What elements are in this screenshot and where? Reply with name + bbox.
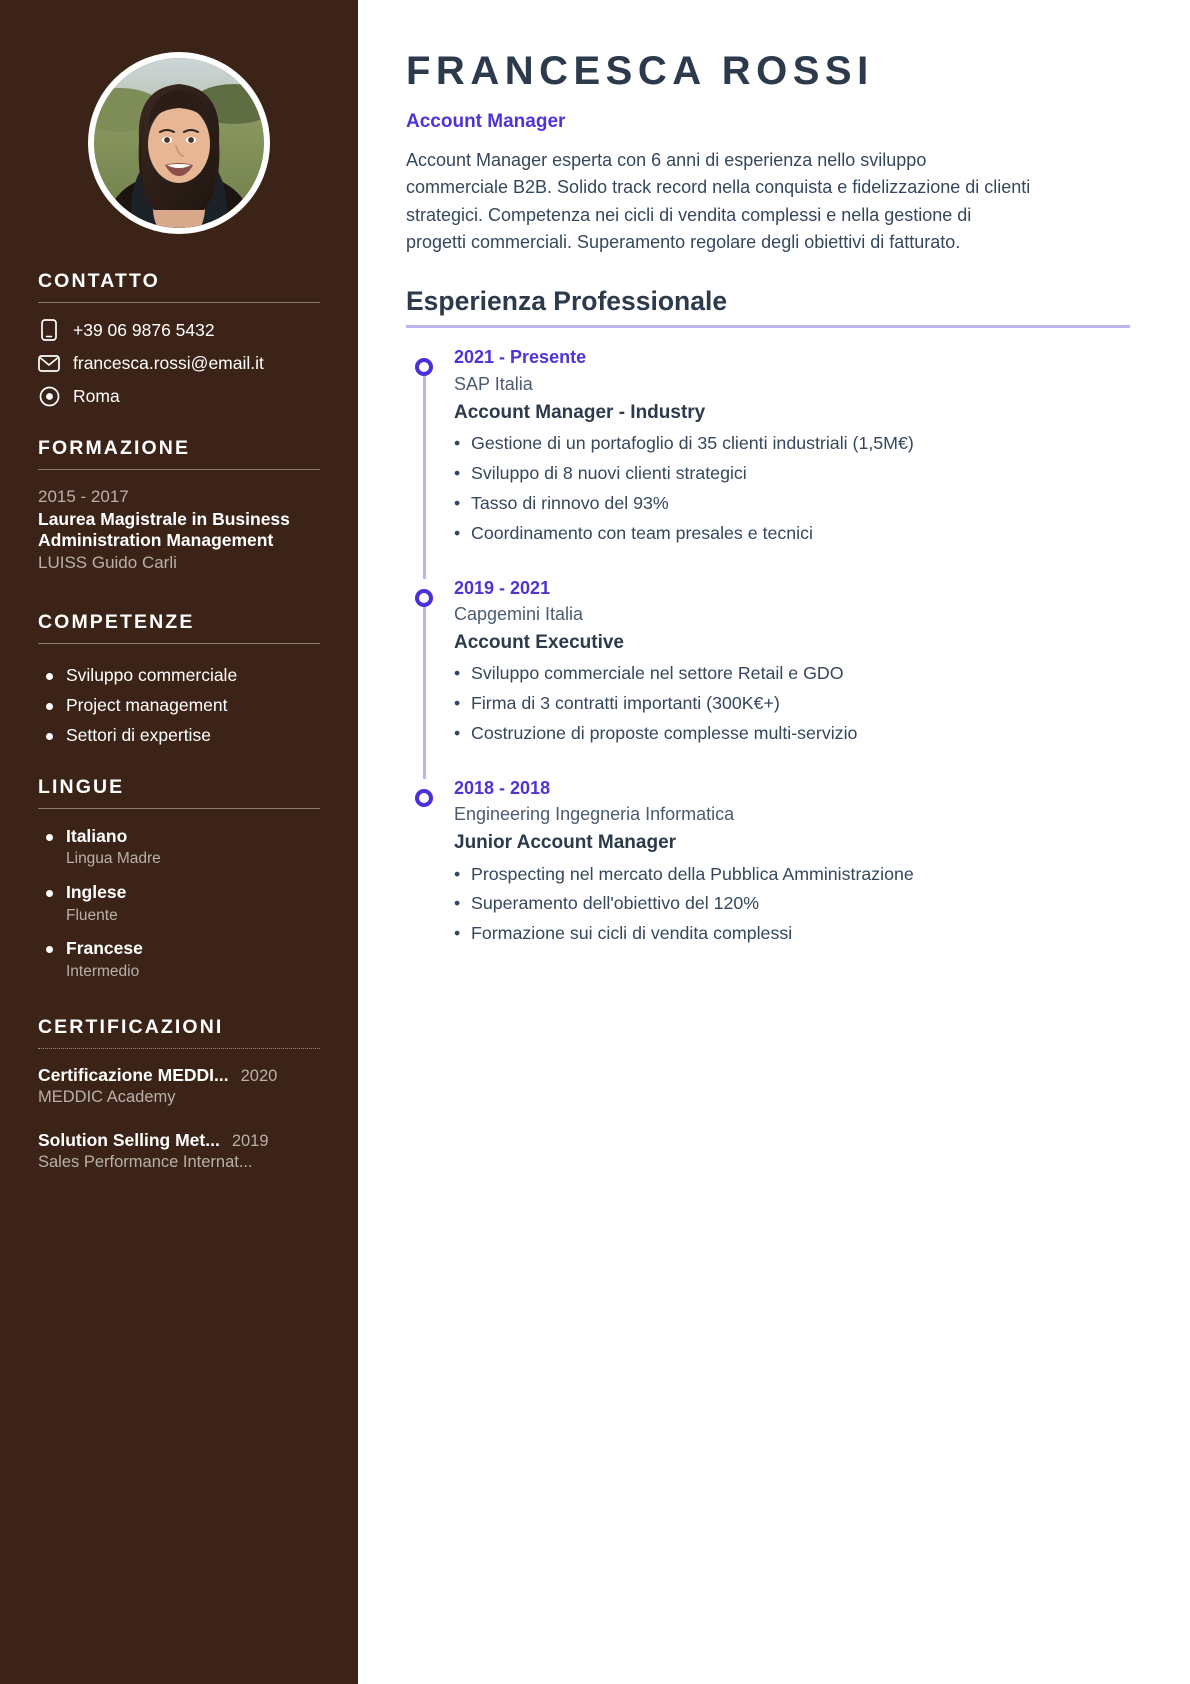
timeline-line [423, 597, 426, 779]
certification-header [38, 1065, 320, 1086]
job-title: Account Executive [454, 631, 624, 653]
skills-heading: COMPETENZE [38, 610, 195, 633]
languages-section [0, 776, 358, 983]
skills-divider [38, 643, 320, 644]
certifications-list [38, 1065, 320, 1175]
certification-year: 2019 [231, 1131, 269, 1150]
language-name: Inglese [66, 882, 127, 903]
list-item: Sviluppo commerciale [38, 660, 320, 690]
page-title: FRANCESCA ROSSI [406, 49, 874, 93]
language-level: Lingua Madre [66, 850, 161, 868]
job-title: Account Manager - Industry [454, 401, 706, 423]
language-level: Intermedio [66, 963, 140, 981]
job-bullets [454, 860, 1130, 950]
list-item [38, 1065, 320, 1110]
contact-list [38, 319, 320, 407]
education-school: LUISS Guido Carli [38, 552, 177, 572]
contact-section [0, 270, 358, 407]
experience-divider [406, 325, 1130, 328]
list-item: Settori di expertise [38, 720, 320, 750]
education-date: 2015 - 2017 [38, 487, 129, 506]
sidebar [0, 0, 358, 1684]
email-value: francesca.rossi@email.it [73, 352, 264, 373]
certifications-section [0, 1016, 358, 1175]
experience-timeline [406, 344, 1130, 949]
language-name: Italiano [66, 825, 128, 846]
experience-item [406, 575, 1130, 775]
list-item [38, 825, 320, 870]
certification-org: Sales Performance Internat... [38, 1152, 253, 1171]
language-name: Francese [66, 938, 143, 959]
skills-section [0, 611, 358, 750]
job-role-subtitle: Account Manager [406, 111, 566, 132]
email-icon [38, 352, 60, 374]
experience-item [406, 344, 1130, 574]
list-item [38, 1130, 320, 1175]
timeline-line [423, 366, 426, 578]
certification-year: 2020 [240, 1066, 278, 1085]
list-item: • Formazione sui cicli di vendita complessi [454, 919, 1130, 949]
certifications-divider [38, 1048, 320, 1049]
contact-item-location[interactable] [38, 385, 320, 407]
location-icon [38, 385, 60, 407]
location-value: Roma [73, 385, 120, 406]
education-item [38, 486, 320, 575]
list-item [38, 937, 320, 982]
list-item: • Sviluppo di 8 nuovi clienti strategici [454, 459, 1130, 489]
languages-list [38, 825, 320, 983]
education-section [0, 437, 358, 575]
experience-heading: Esperienza Professionale [406, 286, 728, 317]
contact-heading: CONTATTO [38, 270, 160, 292]
job-bullets [454, 429, 1130, 549]
phone-value: +39 06 9876 5432 [73, 319, 215, 340]
job-company: Engineering Ingegneria Informatica [454, 804, 735, 825]
list-item [38, 881, 320, 926]
certification-name: Solution Selling Met... [38, 1129, 220, 1150]
skills-list [38, 660, 320, 750]
language-level: Fluente [66, 906, 118, 924]
contact-item-email[interactable] [38, 352, 320, 374]
contact-divider [38, 302, 320, 303]
list-item: • Superamento dell'obiettivo del 120% [454, 889, 1130, 919]
list-item: • Gestione di un portafoglio di 35 clienti industriali (1,5M€) [454, 429, 1130, 459]
list-item: • Sviluppo commerciale nel settore Retail e GDO [454, 659, 1130, 689]
job-date: 2021 - Presente [454, 347, 587, 368]
main-content [358, 0, 1190, 1684]
job-company: SAP Italia [454, 373, 533, 394]
education-divider [38, 469, 320, 470]
certification-header [38, 1130, 320, 1151]
phone-icon [38, 319, 60, 341]
languages-heading: LINGUE [38, 775, 125, 798]
timeline-dot-icon [415, 589, 433, 607]
education-degree: Laurea Magistrale in Business Administration Management [38, 508, 290, 551]
contact-item-phone[interactable] [38, 319, 320, 341]
job-bullets [454, 659, 1130, 749]
certification-org: MEDDIC Academy [38, 1087, 176, 1106]
experience-item [406, 775, 1130, 949]
certifications-heading: CERTIFICAZIONI [38, 1015, 224, 1038]
certification-name: Certificazione MEDDI... [38, 1064, 229, 1085]
job-date: 2019 - 2021 [454, 577, 551, 598]
job-title: Junior Account Manager [454, 832, 677, 854]
avatar-container [0, 0, 358, 234]
avatar [88, 52, 270, 234]
job-company: Capgemini Italia [454, 603, 584, 624]
languages-divider [38, 808, 320, 809]
timeline-dot-icon [415, 789, 433, 807]
list-item: • Costruzione di proposte complesse multi-servizio [454, 719, 1130, 749]
avatar-photo [94, 58, 264, 228]
profile-summary: Account Manager esperta con 6 anni di esperienza nello sviluppo commerciale B2B. Solido track record nella conquista e fidelizzazione di clienti strategici. Competenza nei cicli di vendita complessi e nella gestione di progetti commerciali. Superamento regolare degli obiettivi di fatturato. [406, 150, 1031, 253]
job-date: 2018 - 2018 [454, 777, 551, 798]
list-item: • Coordinamento con team presales e tecnici [454, 519, 1130, 549]
list-item: Project management [38, 690, 320, 720]
timeline-dot-icon [415, 358, 433, 376]
education-heading: FORMAZIONE [38, 437, 191, 459]
list-item: • Firma di 3 contratti importanti (300K€+) [454, 689, 1130, 719]
list-item: • Tasso di rinnovo del 93% [454, 489, 1130, 519]
list-item: • Prospecting nel mercato della Pubblica Amministrazione [454, 860, 1130, 890]
